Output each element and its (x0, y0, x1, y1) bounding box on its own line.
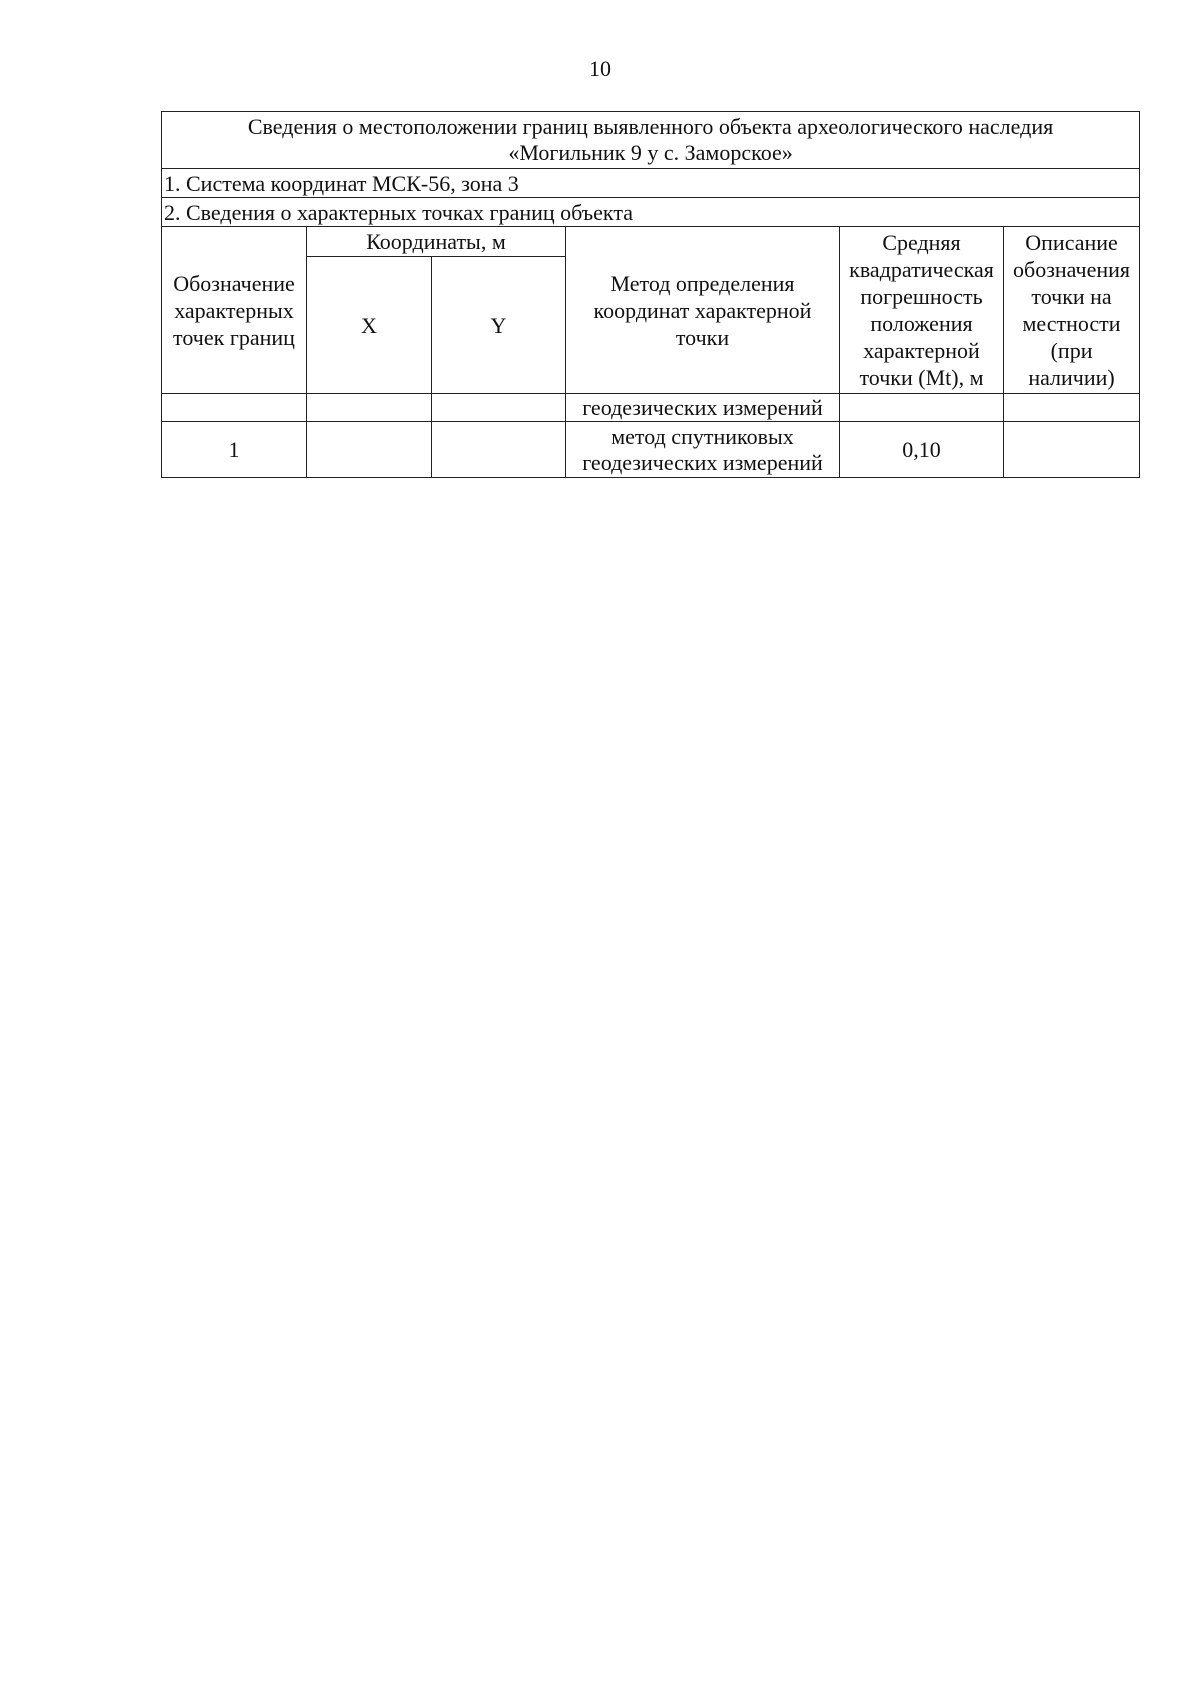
title-row (162, 112, 1140, 169)
table-row (162, 422, 1140, 478)
header-designation: Обозначение характерных точек границ (162, 227, 307, 394)
row-designation: 1 (162, 422, 307, 478)
row-y (432, 422, 566, 478)
row-error: 0,10 (840, 422, 1004, 478)
row-method: метод спутниковых геодезических измерений (566, 422, 840, 478)
header-x: X (307, 257, 432, 394)
points-info: 2. Сведения о характерных точках границ объекта (162, 198, 1140, 227)
row-x (307, 422, 432, 478)
coordinate-system: 1. Система координат МСК-56, зона 3 (162, 169, 1140, 198)
header-y: Y (432, 257, 566, 394)
cont-x (307, 394, 432, 422)
row-description (1004, 422, 1140, 478)
continuation-row (162, 394, 1140, 422)
table-title (162, 112, 1140, 169)
header-error: Средняя квадратическая погрешность положения характерной точки (Mt), м (840, 227, 1004, 394)
table-title-line2: «Могильник 9 у с. Заморское» (508, 140, 793, 165)
header-method: Метод определения координат характерной точки (566, 227, 840, 394)
table-title-line1: Сведения о местоположении границ выявленного объекта археологического наследия (247, 114, 1054, 139)
cont-description (1004, 394, 1140, 422)
cont-method: геодезических измерений (566, 394, 840, 422)
header-coordinates: Координаты, м (307, 227, 566, 257)
coordinate-system-row (162, 169, 1140, 198)
cont-error (840, 394, 1004, 422)
points-info-row (162, 198, 1140, 227)
cont-designation (162, 394, 307, 422)
header-row-1 (162, 227, 1140, 257)
boundary-table-wrapper (161, 111, 1139, 478)
header-description: Описание обозначения точки на местности (при наличии) (1004, 227, 1140, 394)
cont-y (432, 394, 566, 422)
page-number: 10 (589, 56, 611, 81)
boundary-table (161, 111, 1140, 478)
